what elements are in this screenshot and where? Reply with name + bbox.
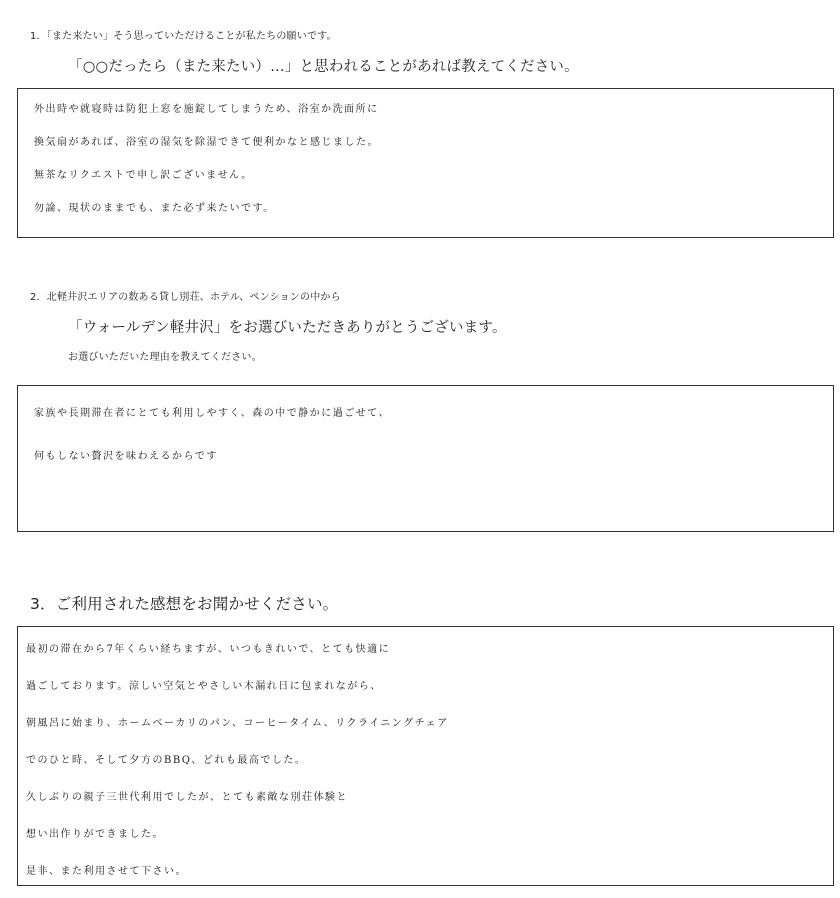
question-2-line: 「ウォールデン軽井沢」をお選びいただきありがとうございます。 [68, 320, 507, 336]
answer-3-line: 朝風呂に始まり、ホームベーカリのパン、コーヒータイム、リクライニングチェア [26, 718, 449, 729]
answer-2-box [17, 385, 834, 532]
answer-1-line: 換気扇があれば、浴室の湿気を除湿できて便利かなと感じました。 [34, 137, 379, 148]
answer-3-box [17, 626, 834, 886]
answer-3-line: 久しぶりの親子三世代利用でしたが、とても素敵な別荘体験と [26, 792, 348, 803]
question-2-line: 2．北軽井沢エリアの数ある貸し別荘、ホテル、ペンションの中から [30, 292, 341, 303]
answer-1-line: 無茶なリクエストで申し訳ございません。 [34, 170, 253, 181]
answer-1-box [17, 88, 834, 238]
answer-1-line: 外出時や就寝時は防犯上窓を施錠してしまうため、浴室か洗面所に [34, 104, 379, 115]
answer-2-line: 家族や長期滞在者にとても利用しやすく、森の中で静かに過ごせて、 [34, 408, 391, 419]
question-1-line: 「○○だったら（また来たい）…」と思われることがあれば教えてください。 [68, 59, 579, 75]
answer-3-line: 最初の滞在から7年くらい経ちますが、いつもきれいで、とても快適に [26, 644, 391, 655]
question-1 [30, 22, 579, 82]
answer-3-line: 想い出作りができました。 [26, 829, 164, 840]
answer-2-line: 何もしない贅沢を味わえるからです [34, 451, 218, 462]
question-3-line: 3．ご利用された感想をお聞かせください。 [30, 595, 339, 613]
question-3 [30, 589, 338, 619]
answer-3-line: でのひと時、そして夕方のBBQ、どれも最高でした。 [26, 755, 307, 766]
question-1-line: 1．「また来たい」そう思っていただけることが私たちの願いです。 [30, 31, 337, 42]
question-2 [30, 283, 507, 373]
answer-3-line: 過ごしております。涼しい空気とやさしい木漏れ日に包まれながら、 [26, 681, 382, 692]
question-2-line: お選びいただいた理由を教えてください。 [68, 352, 262, 363]
answer-3-line: 是非、また利用させて下さい。 [26, 866, 187, 877]
answer-1-line: 勿論、現状のままでも、また必ず来たいです。 [34, 203, 275, 214]
